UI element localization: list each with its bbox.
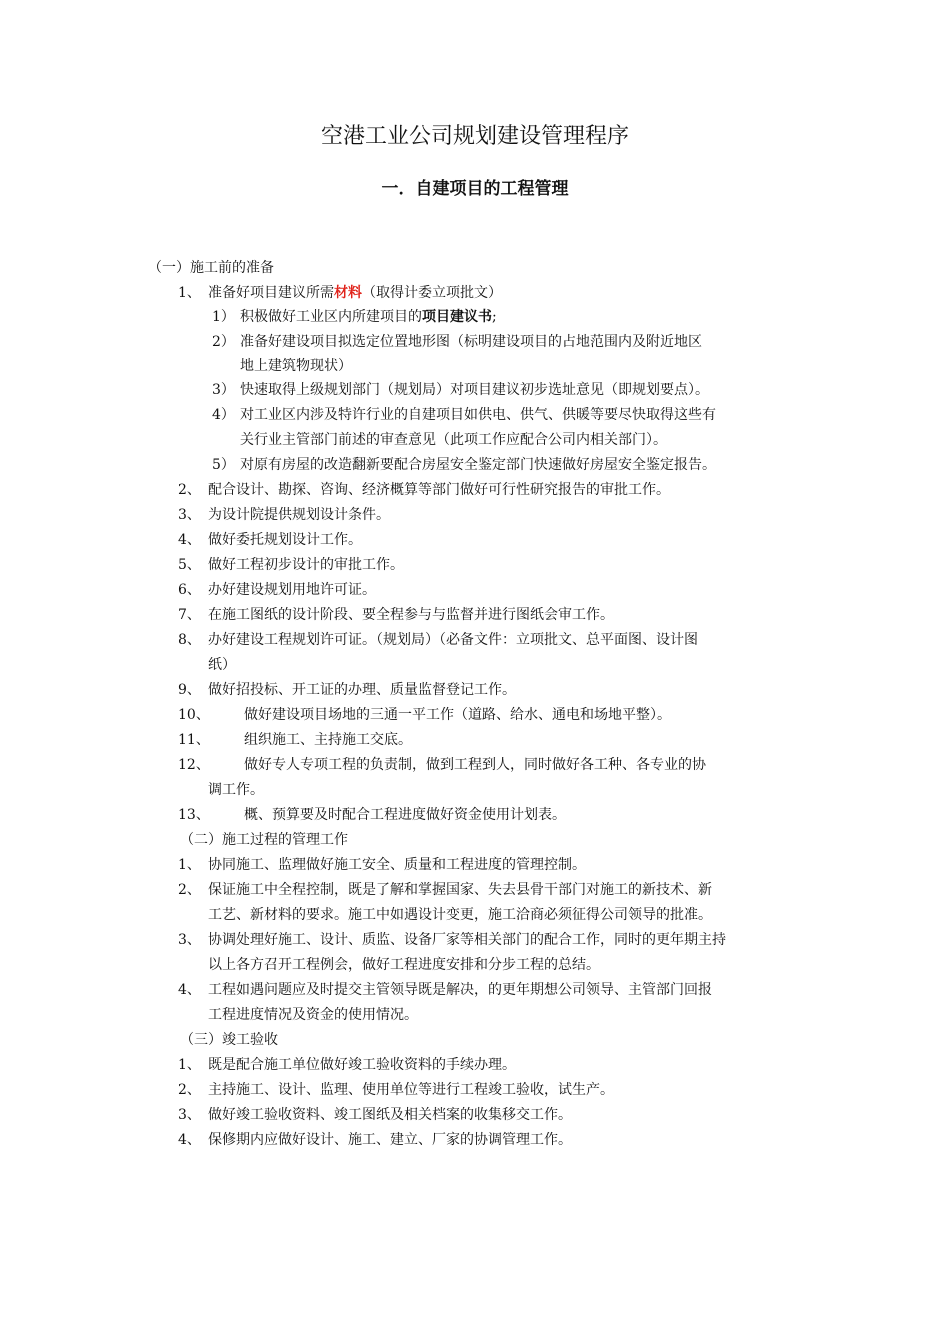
list-item [178, 281, 502, 305]
list-number: 11、 [178, 732, 210, 748]
list-number: 5、 [178, 557, 201, 573]
list-number: 6、 [178, 582, 201, 598]
item-text: 为设计院提供规划设计条件。 [208, 507, 390, 523]
list-item [178, 803, 566, 827]
list-item [178, 703, 671, 727]
list-number: 4） [212, 407, 235, 423]
list-number: 3、 [178, 932, 201, 948]
item-text: 办好建设工程规划许可证。（规划局）（必备文件：立项批文、总平面图、设计图 [208, 632, 698, 648]
list-number: 2、 [178, 1082, 201, 1098]
section-heading-construction: （二）施工过程的管理工作 [180, 832, 348, 848]
bold-text: 项目建议书 [422, 309, 492, 325]
list-item [178, 1103, 572, 1127]
list-number: 4、 [178, 532, 201, 548]
item-text: 做好招投标、开工证的办理、质量监督登记工作。 [208, 682, 516, 698]
item-text: 准备好建设项目拟选定位置地形图（标明建设项目的占地范围内及附近地区 [240, 334, 702, 350]
list-number: 2、 [178, 882, 201, 898]
item-continuation: 纸） [208, 657, 236, 673]
item-text: 组织施工、主持施工交底。 [244, 732, 412, 748]
list-number: 1） [212, 309, 235, 325]
list-number: 7、 [178, 607, 201, 623]
list-item [178, 1128, 572, 1152]
list-item [178, 1053, 516, 1077]
list-number: 2） [212, 334, 235, 350]
list-number: 4、 [178, 982, 201, 998]
section-heading-preparation: （一）施工前的准备 [148, 260, 274, 276]
item-continuation: 关行业主管部门前述的审查意见（此项工作应配合公司内相关部门）。 [240, 432, 667, 448]
item-text: 对原有房屋的改造翻新要配合房屋安全鉴定部门快速做好房屋安全鉴定报告。 [240, 457, 716, 473]
sub-list-item [212, 403, 716, 427]
list-number: 9、 [178, 682, 201, 698]
list-item [178, 928, 726, 952]
item-text: 主持施工、设计、监理、使用单位等进行工程竣工验收，试生产。 [208, 1082, 614, 1098]
document-title: 空港工业公司规划建设管理程序 [320, 124, 629, 149]
list-item [178, 978, 712, 1002]
list-item [178, 878, 712, 902]
item-text: 做好竣工验收资料、竣工图纸及相关档案的收集移交工作。 [208, 1107, 572, 1123]
item-text: 快速取得上级规划部门（规划局）对项目建议初步选址意见（即规划要点）。 [240, 382, 709, 398]
list-number: 3） [212, 382, 235, 398]
item-text: 准备好项目建议所需 [208, 285, 334, 301]
item-text: 配合设计、勘探、咨询、经济概算等部门做好可行性研究报告的审批工作。 [208, 482, 670, 498]
list-number: 8、 [178, 632, 201, 648]
list-number: 1、 [178, 285, 201, 301]
item-text: 保修期内应做好设计、施工、建立、厂家的协调管理工作。 [208, 1132, 572, 1148]
item-text: 在施工图纸的设计阶段、要全程参与与监督并进行图纸会审工作。 [208, 607, 614, 623]
item-text: 做好工程初步设计的审批工作。 [208, 557, 404, 573]
item-text: 做好建设项目场地的三通一平工作（道路、给水、通电和场地平整）。 [244, 707, 671, 723]
list-number: 5） [212, 457, 235, 473]
list-item [178, 628, 698, 652]
list-number: 12、 [178, 757, 210, 773]
item-text: 概、预算要及时配合工程进度做好资金使用计划表。 [244, 807, 566, 823]
item-continuation: 工艺、新材料的要求。施工中如遇设计变更，施工洽商必须征得公司领导的批准。 [208, 907, 712, 923]
item-text: （取得计委立项批文） [362, 285, 502, 301]
section-title: 一．自建项目的工程管理 [381, 179, 569, 199]
item-text: 对工业区内涉及特许行业的自建项目如供电、供气、供暖等要尽快取得这些有 [240, 407, 716, 423]
item-continuation: 地上建筑物现状） [240, 358, 352, 374]
list-number: 1、 [178, 857, 201, 873]
item-text: 办好建设规划用地许可证。 [208, 582, 376, 598]
list-item [178, 853, 586, 877]
list-number: 2、 [178, 482, 201, 498]
item-continuation: 调工作。 [208, 782, 264, 798]
item-text: 既是配合施工单位做好竣工验收资料的手续办理。 [208, 1057, 516, 1073]
section-heading-acceptance: （三）竣工验收 [180, 1032, 278, 1048]
sub-list-item [212, 453, 716, 477]
list-item [178, 678, 516, 702]
item-text: 工程如遇问题应及时提交主管领导既是解决，的更年期想公司领导、主管部门回报 [208, 982, 712, 998]
item-text: ; [492, 309, 497, 325]
item-text: 积极做好工业区内所建项目的 [240, 309, 422, 325]
list-number: 10、 [178, 707, 210, 723]
list-number: 3、 [178, 507, 201, 523]
list-item [178, 553, 404, 577]
item-text: 协调处理好施工、设计、质监、设备厂家等相关部门的配合工作，同时的更年期主持 [208, 932, 726, 948]
list-number: 4、 [178, 1132, 201, 1148]
sub-list-item [212, 305, 497, 329]
list-number: 13、 [178, 807, 210, 823]
item-text: 保证施工中全程控制，既是了解和掌握国家、失去县骨干部门对施工的新技术、新 [208, 882, 712, 898]
list-item [178, 1078, 614, 1102]
highlighted-text: 材料 [334, 285, 362, 301]
item-text: 做好专人专项工程的负责制，做到工程到人，同时做好各工种、各专业的协 [244, 757, 706, 773]
list-item [178, 603, 614, 627]
list-item [178, 528, 362, 552]
sub-list-item [212, 378, 709, 402]
item-continuation: 工程进度情况及资金的使用情况。 [208, 1007, 418, 1023]
list-item [178, 503, 390, 527]
list-number: 3、 [178, 1107, 201, 1123]
sub-list-item [212, 330, 702, 354]
list-number: 1、 [178, 1057, 201, 1073]
list-item [178, 578, 376, 602]
item-text: 协同施工、监理做好施工安全、质量和工程进度的管理控制。 [208, 857, 586, 873]
item-text: 做好委托规划设计工作。 [208, 532, 362, 548]
item-continuation: 以上各方召开工程例会，做好工程进度安排和分步工程的总结。 [208, 957, 600, 973]
list-item [178, 753, 706, 777]
list-item [178, 728, 412, 752]
list-item [178, 478, 670, 502]
